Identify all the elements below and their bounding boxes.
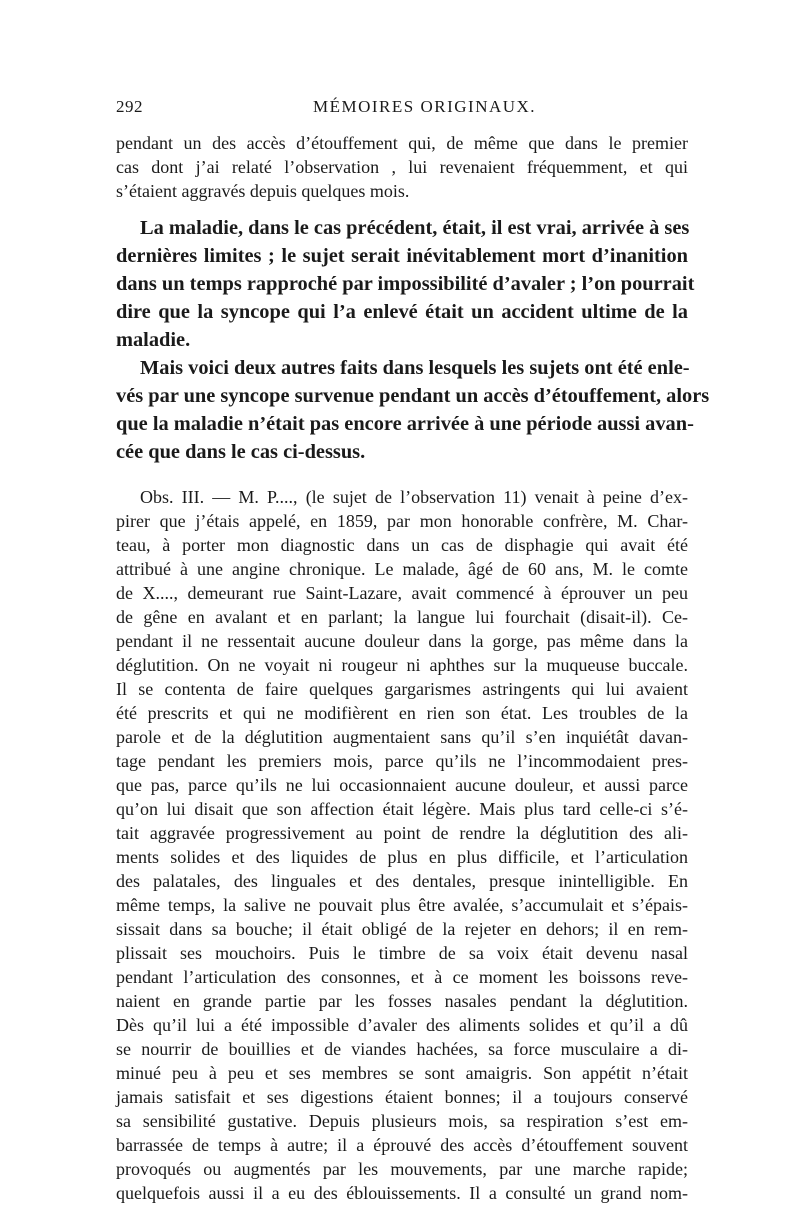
text-line: quelquefois aussi il a eu des éblouissements. Il a consulté un grand nom- [116,1183,688,1203]
text-line: maladie. [116,329,191,351]
text-line: des palatales, des linguales et des dentales, presque inintelligible. En [116,871,688,891]
text-line: que pas, parce qu’ils ne lui occasionnaient aucune douleur, et aussi parce [116,775,688,795]
text-line: de X...., demeurant rue Saint-Lazare, avait commencé à éprouver un peu [116,583,688,603]
text-line: barrassée de temps à autre; il a éprouvé des accès d’étouffement souvent [116,1135,688,1155]
text-line: tage pendant les premiers mois, parce qu’ils ne l’incommodaient pres- [116,751,688,771]
text-line: dernières limites ; le sujet serait inévitablement mort d’inanition [116,245,688,267]
text-line: vés par une syncope survenue pendant un accès d’étouffement, alors [116,385,710,407]
text-line: dans un temps rapproché par impossibilité d’avaler ; l’on pourrait [116,273,695,295]
text-line: minué peu à peu et ses membres se sont amaigris. Son appétit n’était [116,1063,688,1083]
text-line: parole et de la déglutition augmentaient sans qu’il s’en inquiétât davan- [116,727,688,747]
text-line: été prescrits et qui ne modifièrent en rien son état. Les troubles de la [116,703,688,723]
text-line: plissait ses mouchoirs. Puis le timbre de sa voix était devenu nasal [116,943,688,963]
text-line: Il se contenta de faire quelques gargarismes astringents qui lui avaient [116,679,688,699]
text-line: dire que la syncope qui l’a enlevé était un accident ultime de la [116,301,688,323]
text-line: que la maladie n’était pas encore arrivée à une période aussi avan- [116,413,694,435]
text-line: jamais satisfait et ses digestions étaient bonnes; il a toujours conservé [116,1087,688,1107]
text-line: naient en grande partie par les fosses nasales pendant la déglutition. [116,991,688,1011]
text-line: pendant un des accès d’étouffement qui, de même que dans le premier [116,133,688,153]
text-line: Mais voici deux autres faits dans lesquels les sujets ont été enle- [140,357,690,379]
text-line: s’étaient aggravés depuis quelques mois. [116,181,410,201]
text-line: ments solides et des liquides de plus en plus difficile, et l’articulation [116,847,688,867]
text-line: sa sensibilité gustative. Depuis plusieurs mois, sa respiration s’est em- [116,1111,688,1131]
text-line: pirer que j’étais appelé, en 1859, par mon honorable confrère, M. Char- [116,511,688,531]
text-line: teau, à porter mon diagnostic dans un cas de disphagie qui avait été [116,535,688,555]
text-line: se nourrir de bouillies et de viandes hachées, sa force musculaire a di- [116,1039,688,1059]
text-line: La maladie, dans le cas précédent, était, il est vrai, arrivée à ses [140,217,690,239]
text-line: qu’on lui disait que son affection était légère. Mais plus tard celle-ci s’é- [116,799,688,819]
text-line: pendant l’articulation des consonnes, et à ce moment les boissons reve- [116,967,688,987]
page-number: 292 [116,97,143,116]
text-line: déglutition. On ne voyait ni rougeur ni aphthes sur la muqueuse buccale. [116,655,688,675]
text-line: de gêne en avalant et en parlant; la langue lui fourchait (disait-il). Ce- [116,607,688,627]
page-header [116,97,688,121]
text-line: Dès qu’il lui a été impossible d’avaler des aliments solides et qu’il a dû [116,1015,688,1035]
text-line: sissait dans sa bouche; il était obligé de la rejeter en dehors; il en rem- [116,919,688,939]
text-line: cée que dans le cas ci-dessus. [116,441,366,463]
text-line: même temps, la salive ne pouvait plus être avalée, s’accumulait et s’épais- [116,895,688,915]
text-line: attribué à une angine chronique. Le malade, âgé de 60 ans, M. le comte [116,559,688,579]
text-line: pendant il ne ressentait aucune douleur dans la gorge, pas même dans la [116,631,688,651]
text-line: Obs. III. — M. P...., (le sujet de l’observation 11) venait à peine d’ex- [140,487,688,507]
text-line: cas dont j’ai relaté l’observation , lui revenaient fréquemment, et qui [116,157,688,177]
text-line: tait aggravée progressivement au point de rendre la déglutition des ali- [116,823,688,843]
running-title: MÉMOIRES ORIGINAUX. [313,97,537,116]
text-line: provoqués ou augmentés par les mouvements, par une marche rapide; [116,1159,688,1179]
